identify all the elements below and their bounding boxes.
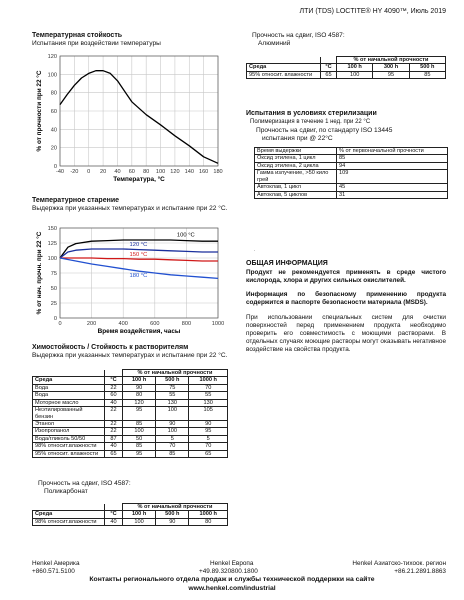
chem-cell-v-2: 65 xyxy=(189,450,228,457)
heat-aging-title: Температурное старение xyxy=(32,197,120,204)
steril-cell-type: Гамма излучение, >50 кило грей xyxy=(255,170,337,184)
chem-cell-v-1: 100 xyxy=(156,407,189,421)
table-row xyxy=(33,392,228,399)
table-row xyxy=(33,518,228,525)
chem-cell-temp: 65 xyxy=(105,450,123,457)
steril-cell-type: Оксид этилена, 2 цикла xyxy=(255,162,337,169)
table-row xyxy=(247,71,446,78)
footer-asia-name: Henkel Азиатско-тихоок. регион xyxy=(352,560,446,567)
x-tick-label: -20 xyxy=(70,169,79,175)
general-info-p2: Информация по безопасному применению продукта содержится в паспорте безопасности материала (MSDS). xyxy=(246,291,446,306)
al-row-500h: 85 xyxy=(409,71,445,78)
chem-cell-v-0: 80 xyxy=(123,392,156,399)
pc-row-500h: 90 xyxy=(156,518,189,525)
al-col-medium: Среда xyxy=(247,64,321,71)
chem-cell-v-1: 85 xyxy=(156,450,189,457)
y-tick-label: 100 xyxy=(47,256,57,262)
steril-cell-v: 31 xyxy=(337,191,448,198)
pc-substrate-label: Поликарбонат xyxy=(44,488,88,495)
x-tick-label: 60 xyxy=(128,169,135,175)
y-tick-label: 75 xyxy=(50,271,57,277)
chem-cell-v-2: 90 xyxy=(189,420,228,427)
x-tick-label: 180 xyxy=(213,169,223,175)
x-tick-label: 0 xyxy=(87,169,91,175)
chem-cell-medium: 98% относит.влажности xyxy=(33,443,105,450)
x-tick-label: 200 xyxy=(86,321,97,327)
chem-cell-medium: Неэтилированный бензин xyxy=(33,407,105,421)
chem-resistance-table xyxy=(32,369,228,458)
table-row xyxy=(33,435,228,442)
table-row xyxy=(255,155,448,162)
chem-cell-temp: 22 xyxy=(105,407,123,421)
y-tick-label: 50 xyxy=(50,286,57,292)
steril-cell-v: 94 xyxy=(337,162,448,169)
pc-col-100h: 100 h xyxy=(123,511,156,518)
y-tick-label: 20 xyxy=(50,145,57,152)
pc-group-header: % от начальной прочности xyxy=(123,504,228,511)
chem-cell-medium: Этанол xyxy=(33,420,105,427)
chem-col-temp: °C xyxy=(105,377,123,384)
chem-col-1000h: 1000 h xyxy=(189,377,228,384)
steril-cell-v: 45 xyxy=(337,184,448,191)
x-tick-label: 120 xyxy=(170,169,180,175)
table-row xyxy=(255,170,448,184)
table-row xyxy=(255,162,448,169)
al-shear-label: Прочность на сдвиг, ISO 4587: xyxy=(252,32,345,39)
pc-row-temp: 40 xyxy=(105,518,123,525)
table-row xyxy=(33,420,228,427)
chem-cell-temp: 60 xyxy=(105,392,123,399)
y-tick-label: 100 xyxy=(47,72,57,79)
general-info-p3: При использовании специальных систем для очистки поверхностей перед применением продукта необходимо проверить его совместимость с моющими растворами. В отдельных случаях моющие растворы могут оказывать негативное воздействие на свойства продукта. xyxy=(246,314,446,353)
steril-cell-type: Автоклав, 1 цикл xyxy=(255,184,337,191)
y-tick-label: 150 xyxy=(47,226,57,232)
chem-cell-medium: Изопропанол xyxy=(33,428,105,435)
pc-row-100h: 100 xyxy=(123,518,156,525)
footer-contact: Контакты регионального отдела продаж и службы технической поддержки на сайте xyxy=(89,576,375,583)
chem-resistance-subtitle: Выдержка при указанных температурах и испытание при 22 °C. xyxy=(32,352,228,359)
temp-resistance-subtitle: Испытания при воздействии температуры xyxy=(32,40,161,47)
x-tick-label: -40 xyxy=(55,169,65,175)
y-tick-label: 25 xyxy=(50,301,57,307)
x-tick-label: 0 xyxy=(58,321,62,327)
chem-cell-v-2: 5 xyxy=(189,435,228,442)
chem-cell-temp: 22 xyxy=(105,420,123,427)
chem-cell-temp: 22 xyxy=(105,384,123,391)
chem-cell-v-2: 95 xyxy=(189,428,228,435)
sterilization-table xyxy=(254,147,448,199)
chem-cell-v-1: 70 xyxy=(156,443,189,450)
chem-cell-v-1: 75 xyxy=(156,384,189,391)
al-group-header: % от начальной прочности xyxy=(337,57,446,64)
chem-cell-v-2: 105 xyxy=(189,407,228,421)
x-tick-label: 40 xyxy=(114,169,121,175)
table-row xyxy=(33,428,228,435)
x-tick-label: 600 xyxy=(150,321,160,327)
sterilization-standard: Прочность на сдвиг, по стандарту ISO 13445 xyxy=(256,127,393,134)
al-substrate-label: Алюминий xyxy=(258,40,291,47)
y-tick-label: 0 xyxy=(53,316,57,322)
series-line xyxy=(60,71,218,164)
pc-col-1000h: 1000 h xyxy=(189,511,228,518)
chem-cell-v-0: 85 xyxy=(123,443,156,450)
y-tick-label: 125 xyxy=(47,241,57,247)
stray-mark: . xyxy=(254,247,256,253)
chem-cell-temp: 87 xyxy=(105,435,123,442)
chem-cell-v-1: 55 xyxy=(156,392,189,399)
chem-cell-v-0: 100 xyxy=(123,428,156,435)
y-axis-label: % от нач. прочн. при 22 °C xyxy=(36,231,43,315)
sterilization-cure: Полимеризация в течение 1 нед. при 22 °C xyxy=(250,119,371,125)
table-row xyxy=(33,443,228,450)
table-row xyxy=(33,450,228,457)
footer-asia-phone: +86.21.2891.8863 xyxy=(394,568,446,575)
al-table xyxy=(246,56,446,79)
chem-cell-v-1: 90 xyxy=(156,420,189,427)
chem-cell-medium: 95% относит. влажности xyxy=(33,450,105,457)
y-tick-label: 40 xyxy=(50,127,57,134)
x-tick-label: 20 xyxy=(99,169,107,175)
series-label: 100 °C xyxy=(176,232,195,239)
pc-row-1000h: 80 xyxy=(189,518,228,525)
chem-cell-v-0: 50 xyxy=(123,435,156,442)
y-tick-label: 0 xyxy=(53,164,57,170)
series-label: 120 °C xyxy=(129,242,148,248)
al-col-100h: 100 h xyxy=(337,64,373,71)
heat-aging-chart xyxy=(30,222,226,340)
footer-americas-phone: +860.571.5100 xyxy=(32,568,75,575)
chem-cell-v-2: 70 xyxy=(189,443,228,450)
x-tick-label: 400 xyxy=(118,321,128,327)
pc-shear-label: Прочность на сдвиг, ISO 4587: xyxy=(38,480,131,487)
document-header: ЛТИ (TDS) LOCTITE® HY 4090™, Июль 2019 xyxy=(299,8,446,15)
sterilization-test-temp: испытания при @ 22°C xyxy=(262,135,333,142)
y-tick-label: 60 xyxy=(50,109,57,115)
chem-cell-medium: Вода xyxy=(33,384,105,391)
pc-col-500h: 500 h xyxy=(156,511,189,518)
steril-cell-v: 85 xyxy=(337,155,448,162)
al-col-300h: 300 h xyxy=(373,64,409,71)
pc-table xyxy=(32,503,228,526)
table-row xyxy=(255,184,448,191)
chem-cell-medium: Моторное масло xyxy=(33,399,105,406)
y-tick-label: 120 xyxy=(47,54,57,60)
al-row-100h: 100 xyxy=(337,71,373,78)
chem-col-500h: 500 h xyxy=(156,377,189,384)
y-tick-label: 80 xyxy=(50,90,57,97)
chem-cell-v-2: 130 xyxy=(189,399,228,406)
x-tick-label: 1000 xyxy=(211,321,225,327)
chem-cell-v-0: 95 xyxy=(123,407,156,421)
al-row-300h: 95 xyxy=(373,71,409,78)
x-tick-label: 80 xyxy=(143,169,150,175)
chem-cell-v-1: 100 xyxy=(156,428,189,435)
general-info-title: ОБЩАЯ ИНФОРМАЦИЯ xyxy=(246,260,328,267)
temp-resistance-title: Температурная стойкость xyxy=(32,32,123,39)
chem-cell-v-0: 90 xyxy=(123,384,156,391)
table-row xyxy=(33,407,228,421)
x-axis-label: Время воздействия, часы xyxy=(97,328,181,335)
chem-cell-medium: Вода/гликоль 50/50 xyxy=(33,435,105,442)
table-row xyxy=(33,399,228,406)
pc-row-medium: 98% относит.влажности xyxy=(33,518,105,525)
chem-cell-temp: 40 xyxy=(105,443,123,450)
al-col-temp: °C xyxy=(321,64,337,71)
x-axis-label: Температура, °C xyxy=(113,176,165,183)
pc-col-temp: °C xyxy=(105,511,123,518)
chem-cell-temp: 22 xyxy=(105,428,123,435)
footer-url[interactable]: www.henkel.com/industrial xyxy=(188,585,276,592)
steril-cell-type: Оксид этилена, 1 цикл xyxy=(255,155,337,162)
footer-europe-name: Henkel Европа xyxy=(210,560,254,567)
pc-col-medium: Среда xyxy=(33,511,105,518)
chem-cell-v-0: 120 xyxy=(123,399,156,406)
chem-cell-v-2: 55 xyxy=(189,392,228,399)
al-row-medium: 95% относит. влажности xyxy=(247,71,321,78)
footer-americas-name: Henkel Америка xyxy=(32,560,80,567)
series-label: 180 °C xyxy=(129,273,148,280)
chem-col-medium: Среда xyxy=(33,377,105,384)
footer-europe-phone: +49.89.320800.1800 xyxy=(199,568,258,575)
chem-cell-v-0: 95 xyxy=(123,450,156,457)
x-tick-label: 140 xyxy=(184,169,194,175)
chem-cell-v-2: 70 xyxy=(189,384,228,391)
general-info-p1: Продукт не рекомендуется применять в среде чистого кислорода, хлора и других сильных окислителей. xyxy=(246,269,446,284)
heat-aging-subtitle: Выдержка при указанных температурах и испытание при 22 °C. xyxy=(32,205,228,212)
al-row-temp: 65 xyxy=(321,71,337,78)
temperature-strength-chart xyxy=(30,48,226,188)
chem-cell-v-1: 130 xyxy=(156,399,189,406)
chem-group-header: % от начальной прочности xyxy=(123,370,228,377)
steril-col-pct: % от первоначальной прочности xyxy=(337,148,448,155)
chem-cell-v-1: 5 xyxy=(156,435,189,442)
chem-col-100h: 100 h xyxy=(123,377,156,384)
steril-cell-v: 109 xyxy=(337,170,448,184)
x-tick-label: 800 xyxy=(181,321,192,327)
x-tick-label: 160 xyxy=(198,169,209,175)
steril-col-type: Время выдержки xyxy=(255,148,337,155)
chem-cell-medium: Вода xyxy=(33,392,105,399)
steril-cell-type: Автоклав, 5 циклов xyxy=(255,191,337,198)
series-line xyxy=(60,258,218,261)
x-tick-label: 100 xyxy=(155,169,166,175)
sterilization-title: Испытания в условиях стерилизации xyxy=(246,110,377,117)
chem-cell-temp: 40 xyxy=(105,399,123,406)
table-row xyxy=(255,191,448,198)
series-label: 150 °C xyxy=(129,252,148,259)
chem-resistance-title: Химостойкость / Стойкость к растворителям xyxy=(32,344,189,351)
chem-cell-v-0: 85 xyxy=(123,420,156,427)
y-axis-label: % от прочности при 22 °C xyxy=(36,70,43,152)
al-col-500h: 500 h xyxy=(409,64,445,71)
table-row xyxy=(33,384,228,391)
